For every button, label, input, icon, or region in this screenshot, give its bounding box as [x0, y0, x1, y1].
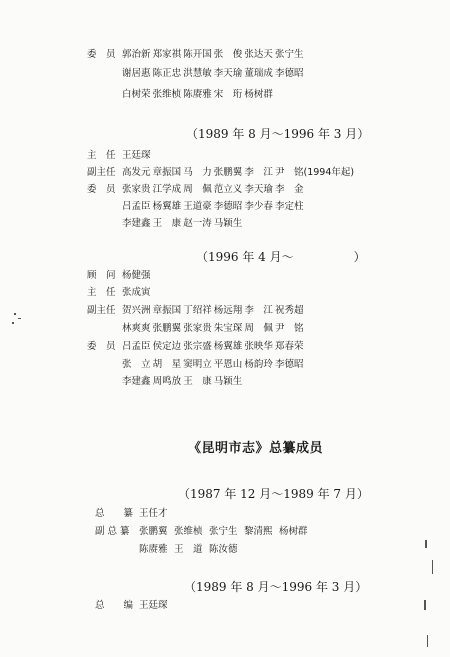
role-label: 副主任 — [87, 305, 116, 316]
member-name: 陈汝德 — [209, 544, 238, 555]
member-name: 杨树群 — [279, 526, 308, 537]
member-name: 李德昭 — [213, 201, 243, 212]
member-name: 杨远翔 — [213, 305, 243, 316]
member-name: 王任才 — [139, 508, 168, 519]
member-name: 贺兴洲 — [122, 305, 151, 316]
role-label: 主 任 — [87, 150, 116, 161]
member-name: 白树荣 — [122, 89, 151, 100]
member-name: 董瑞成 — [244, 68, 273, 79]
member-name: 谢居惠 — [122, 68, 151, 79]
member-name: 王 道 — [174, 544, 203, 555]
member-name: 李少春 — [244, 201, 273, 212]
member-name: 杨翼雄 — [152, 201, 182, 212]
member-name: 郑春荣 — [275, 341, 304, 352]
member-name: 李建鑫 — [122, 218, 151, 229]
member-name: 王廷琛 — [122, 150, 151, 161]
scan-speck — [18, 318, 21, 319]
member-name: 窦明立 — [183, 359, 212, 370]
member-name: 章振国 — [152, 167, 182, 178]
role-label: 副主任 — [87, 167, 116, 178]
scan-speck — [425, 540, 427, 548]
member-name: 周 佩 — [244, 323, 273, 334]
role-label: 总 纂 — [95, 508, 134, 519]
scan-speck — [427, 635, 428, 647]
member-name: 陈赓雅 — [139, 544, 168, 555]
period-label: （1989 年 8 月～1996 年 3 月） — [186, 127, 370, 141]
member-name: 吕孟臣 — [122, 201, 151, 212]
scan-speck — [424, 600, 426, 610]
member-name: 李 金 — [275, 184, 304, 195]
member-name: 李天瑜 — [244, 184, 273, 195]
member-name: 吕孟臣 — [122, 341, 151, 352]
member-name: 张宗盛 — [183, 341, 212, 352]
role-label: 委 员 — [87, 184, 116, 195]
member-name: 平恩山 — [213, 359, 243, 370]
member-name: 赵一涛 — [183, 218, 212, 229]
role-label: 总 编 — [95, 600, 134, 611]
member-name: 张 俊 — [213, 49, 243, 60]
member-name: 李定柱 — [275, 201, 304, 212]
member-name: 尹 铭(1994年起) — [275, 167, 355, 178]
member-name: 陈赓雅 — [183, 89, 212, 100]
member-name: 王廷琛 — [139, 600, 168, 611]
member-name: 郭治新 — [122, 49, 151, 60]
scan-speck — [432, 560, 433, 574]
member-name: 丁绍祥 — [183, 305, 212, 316]
member-name: 祝秀超 — [275, 305, 304, 316]
member-name: 李天瑜 — [213, 68, 243, 79]
member-name: 杨健强 — [122, 270, 151, 281]
member-name: 张映华 — [244, 341, 273, 352]
member-name: 张达天 — [244, 49, 273, 60]
member-name: 马颖生 — [213, 376, 243, 387]
member-name: 张宁生 — [275, 49, 304, 60]
member-name: 范立义 — [213, 184, 243, 195]
role-label: 委 员 — [87, 341, 116, 352]
role-label: 主 任 — [87, 287, 116, 298]
member-name: 江学成 — [152, 184, 182, 195]
member-name: 陈正忠 — [152, 68, 182, 79]
member-name: 王道豪 — [183, 201, 212, 212]
member-name: 周鸣放 — [152, 376, 182, 387]
period-label: （1989 年 8 月～1996 年 3 月） — [184, 580, 368, 594]
member-name: 张成寅 — [122, 287, 151, 298]
member-name: 马颖生 — [213, 218, 243, 229]
member-name: 侯定边 — [152, 341, 182, 352]
member-name: 李 江 — [244, 167, 273, 178]
member-name: 李建鑫 — [122, 376, 151, 387]
member-name: 陈开国 — [183, 49, 212, 60]
member-name: 胡 星 — [152, 359, 182, 370]
scan-speck — [12, 322, 14, 324]
member-name: 张 立 — [122, 359, 151, 370]
member-name: 林爽爽 — [122, 323, 151, 334]
role-label: 委 员 — [87, 49, 116, 60]
role-label: 副 总 纂 — [95, 526, 130, 537]
period-label: （1996 年 4 月～ ） — [196, 250, 366, 264]
member-name: 高发元 — [122, 167, 151, 178]
member-name: 张鹏翼 — [152, 323, 182, 334]
member-name: 周 佩 — [183, 184, 212, 195]
member-name: 章振国 — [152, 305, 182, 316]
member-name: 马 力 — [183, 167, 212, 178]
member-name: 郑家祺 — [152, 49, 182, 60]
member-name: 张鹏翼 — [139, 526, 168, 537]
member-name: 尹 铭 — [275, 323, 304, 334]
member-name: 杨树群 — [244, 89, 273, 100]
section-heading: 《昆明市志》总纂成员 — [188, 441, 324, 456]
member-name: 张维桢 — [152, 89, 182, 100]
member-name: 张家贵 — [122, 184, 151, 195]
member-name: 朱宝琛 — [213, 323, 243, 334]
member-name: 张家贵 — [183, 323, 212, 334]
scan-speck — [14, 313, 16, 315]
member-name: 张维桢 — [174, 526, 203, 537]
member-name: 宋 珩 — [213, 89, 243, 100]
member-name: 张宁生 — [209, 526, 238, 537]
member-name: 王 康 — [152, 218, 182, 229]
member-name: 杨韵玲 — [244, 359, 273, 370]
member-name: 王 康 — [183, 376, 212, 387]
member-name: 李德昭 — [275, 359, 304, 370]
member-name: 黎清熙 — [244, 526, 273, 537]
member-name: 李 江 — [244, 305, 273, 316]
member-name: 张鹏翼 — [213, 167, 243, 178]
role-label: 顾 问 — [87, 270, 116, 281]
period-label: （1987 年 12 月～1989 年 7 月） — [178, 487, 369, 501]
member-name: 洪慧敏 — [183, 68, 212, 79]
member-name: 杨翼雄 — [213, 341, 243, 352]
member-name: 李德昭 — [275, 68, 304, 79]
